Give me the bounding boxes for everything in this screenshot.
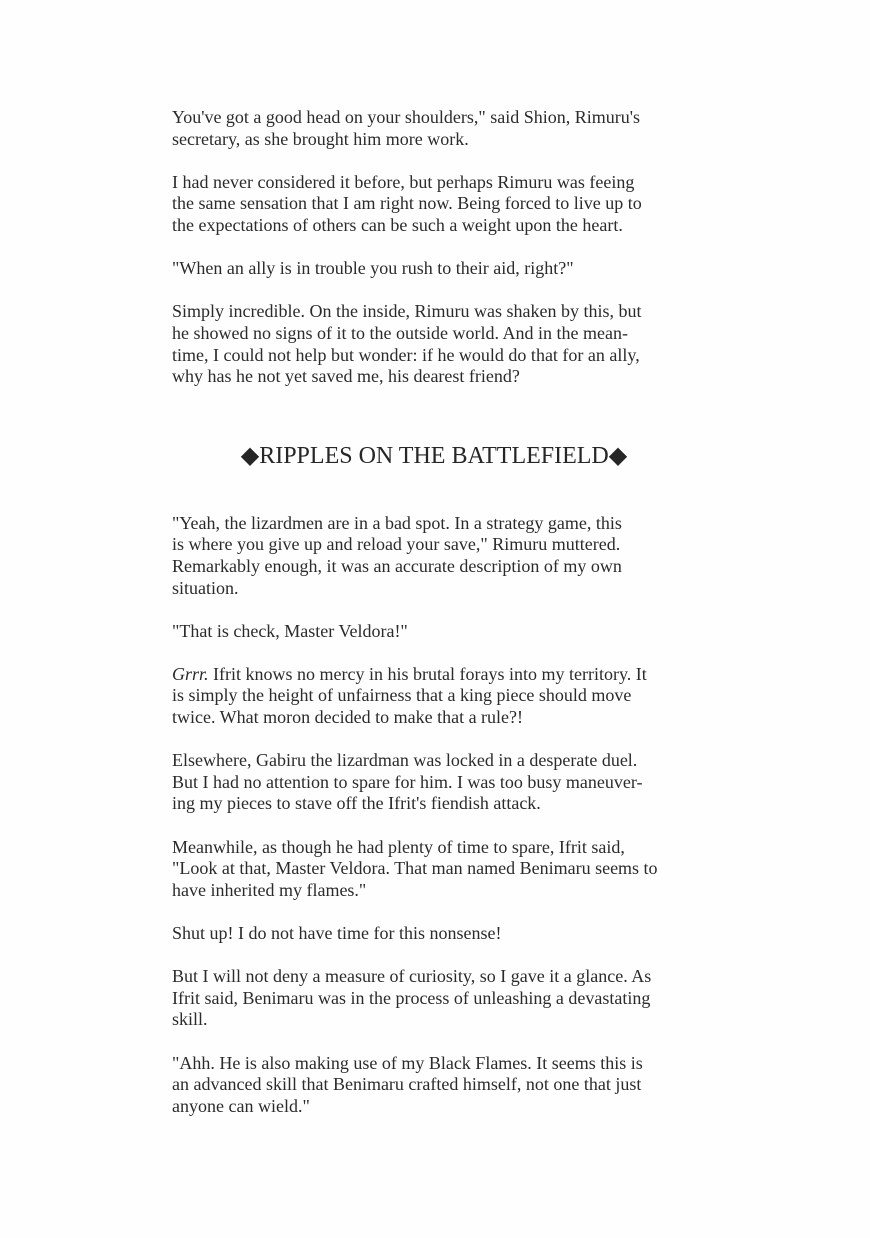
line-text: "Look at that, Master Veldora. That man named Benimaru seems to (172, 858, 658, 879)
line-text: Simply incredible. On the inside, Rimuru was shaken by this, but (172, 301, 642, 322)
line-text: But I will not deny a measure of curiosity, so I gave it a glance. As (172, 966, 652, 987)
line-text: have inherited my flames." (172, 879, 367, 900)
paragraph (172, 664, 696, 729)
paragraph (172, 107, 696, 150)
line-text: "Ahh. He is also making use of my Black Flames. It seems this is (172, 1052, 643, 1073)
line-text: ing my pieces to stave off the Ifrit's fiendish attack. (172, 793, 541, 814)
line-text: skill. (172, 1009, 208, 1030)
line-text: the same sensation that I am right now. Being forced to live up to (172, 193, 642, 214)
paragraph (172, 258, 696, 280)
paragraph (172, 923, 696, 945)
line-text: Elsewhere, Gabiru the lizardman was locked in a desperate duel. (172, 750, 638, 771)
line-text: Shut up! I do not have time for this nonsense! (172, 923, 502, 943)
paragraph (172, 513, 696, 599)
line-text: time, I could not help but wonder: if he would do that for an ally, (172, 344, 640, 365)
paragraph (172, 172, 696, 237)
paragraph (172, 966, 696, 1031)
paragraph (172, 1053, 696, 1118)
line-text: Ifrit knows no mercy in his brutal forays into my territory. It (208, 663, 647, 684)
line-text: But I had no attention to spare for him. I was too busy maneuver- (172, 771, 643, 792)
paragraph (172, 837, 696, 902)
italic-text: Grrr. (172, 663, 209, 684)
line-text: You've got a good head on your shoulders," said Shion, Rimuru's (172, 107, 640, 127)
line-text: "Yeah, the lizardmen are in a bad spot. In a strategy game, this (172, 512, 622, 533)
line-text: he showed no signs of it to the outside world. And in the mean- (172, 322, 628, 343)
line-text: the expectations of others can be such a weight upon the heart. (172, 214, 623, 235)
line-text: I had never considered it before, but perhaps Rimuru was feeing (172, 171, 635, 192)
line-text: is simply the height of unfairness that a king piece should move (172, 685, 632, 706)
line-text: anyone can wield." (172, 1095, 310, 1116)
line-text: why has he not yet saved me, his dearest friend? (172, 366, 520, 387)
paragraph (172, 621, 696, 643)
section-heading (172, 443, 696, 469)
line-text: "That is check, Master Veldora!" (172, 620, 408, 641)
paragraph (172, 750, 696, 815)
line-text: "When an ally is in trouble you rush to their aid, right?" (172, 258, 574, 279)
paragraph (172, 301, 696, 387)
line-text: an advanced skill that Benimaru crafted himself, not one that just (172, 1074, 642, 1095)
line-text: twice. What moron decided to make that a rule?! (172, 707, 524, 728)
line-text: situation. (172, 577, 239, 598)
line-text: Remarkably enough, it was an accurate description of my own (172, 555, 622, 576)
line-text: ◆RIPPLES ON THE BATTLEFIELD◆ (240, 442, 628, 469)
line-text: is where you give up and reload your save," Rimuru muttered. (172, 534, 621, 555)
line-text: secretary, as she brought him more work. (172, 128, 469, 149)
text-column (172, 107, 696, 1117)
line-text: Meanwhile, as though he had plenty of time to spare, Ifrit said, (172, 836, 625, 857)
line-text: Ifrit said, Benimaru was in the process of unleashing a devastating (172, 987, 651, 1008)
